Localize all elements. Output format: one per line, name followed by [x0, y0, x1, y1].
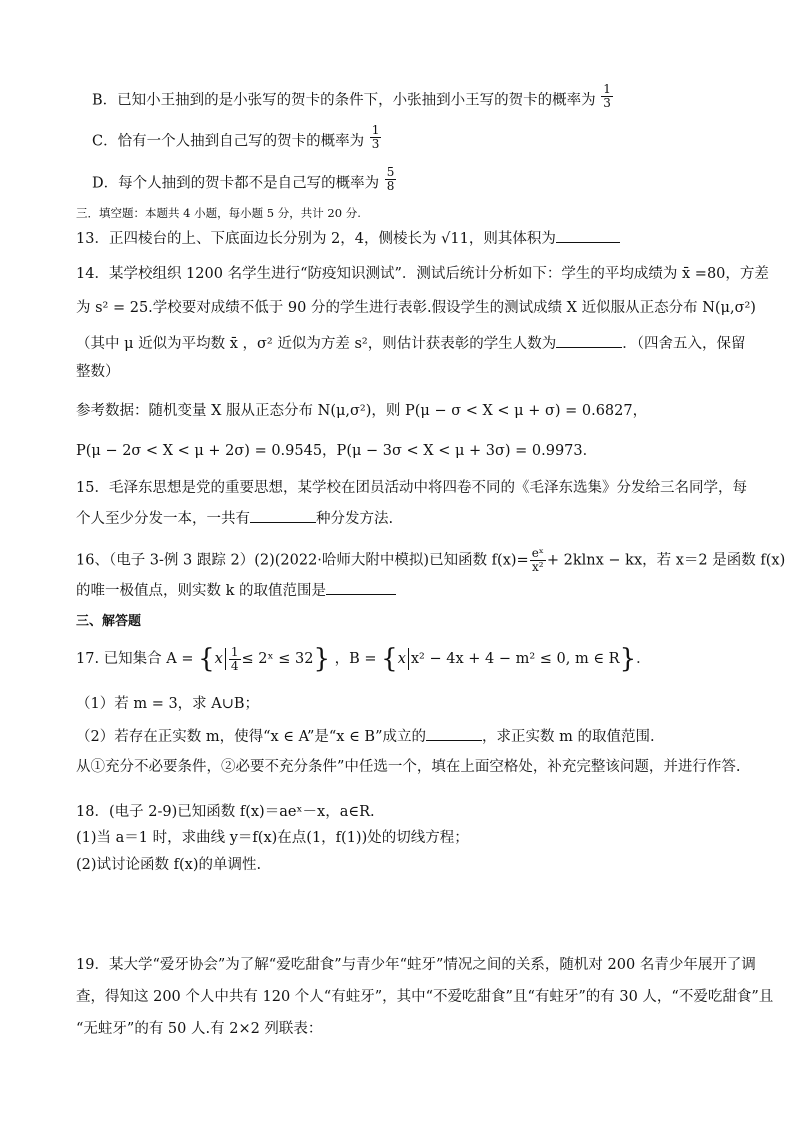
- question-16-line-1: 16、（电子 3-例 3 跟踪 2）(2)(2022·哈师大附中模拟)已知函数 f(x)= $\frac{\text{eˣ}}{\text{x²}}$ + 2klnx − kx，若 x＝2 是函数 f(x): [76, 546, 786, 574]
- option-d-fraction: $\frac{5}{8}$: [386, 165, 395, 193]
- option-d-text: D．每个人抽到的贺卡都不是自己写的概率为: [92, 175, 380, 192]
- q16-fraction: $\frac{\text{eˣ}}{\text{x²}}$: [531, 546, 544, 574]
- set-divider: [225, 648, 226, 670]
- question-19-line-1: 19．某大学“爱牙协会”为了解“爱吃甜食”与青少年“蛀牙”情况之间的关系，随机对 200 名青少年展开了调: [76, 957, 756, 973]
- answer-blank-17: [426, 726, 482, 741]
- option-c: [92, 123, 382, 155]
- question-17-line-1: 17. 已知集合 A = {x $\frac{1}{4}$ ≤ 2ˣ ≤ 32} ，B = {x x² − 4x + 4 − m² ≤ 0, m ∈ R}．: [76, 644, 651, 674]
- question-17-part-2: （2）若存在正实数 m，使得“x ∈ A”是“x ∈ B”成立的 ，求正实数 m 的取值范围.: [76, 726, 655, 747]
- question-18-line-2: (1)当 a＝1 时，求曲线 y＝f(x)在点(1，f(1))处的切线方程；: [76, 830, 469, 846]
- answer-blank-13: [556, 228, 620, 243]
- question-14-line-4: 整数）: [76, 364, 120, 380]
- set-divider: [408, 648, 409, 670]
- question-14-line-2: 为 s² = 25.学校要对成绩不低于 90 分的学生进行表彰.假设学生的测试成绩 X 近似服从正态分布 N(μ,σ²): [76, 300, 756, 316]
- left-brace: {: [381, 644, 398, 674]
- section-fill-heading: 三．填空题：本题共 4 小题，每小题 5 分，共计 20 分.: [76, 206, 361, 220]
- answer-blank-15: [250, 508, 316, 523]
- option-b-text: B．已知小王抽到的是小张写的贺卡的条件下，小张抽到小王写的贺卡的概率为: [92, 92, 596, 109]
- question-14-line-3: （其中 μ 近似为平均数 x̄ ，σ² 近似为方差 s²，则估计获表彰的学生人数为 ．（四舍五入，保留: [76, 333, 745, 354]
- question-15-line-2: 个人至少分发一本，一共有 种分发方法.: [76, 508, 393, 529]
- set-a-fraction: $\frac{1}{4}$: [230, 644, 239, 673]
- reference-data-2: P(μ − 2σ < X < μ + 2σ) = 0.9545，P(μ − 3σ < X < μ + 3σ) = 0.9973．: [76, 443, 598, 459]
- right-brace: }: [313, 644, 330, 674]
- option-c-text: C．恰有一个人抽到自己写的贺卡的概率为: [92, 133, 365, 150]
- question-19-line-3: “无蛀牙”的有 50 人.有 2×2 列联表：: [76, 1021, 323, 1037]
- question-16-line-2: 的唯一极值点，则实数 k 的取值范围是: [76, 580, 396, 601]
- option-b-fraction: $\frac{1}{3}$: [603, 82, 611, 110]
- question-15-line-1: 15．毛泽东思想是党的重要思想，某学校在团员活动中将四卷不同的《毛泽东选集》分发给三名同学，每: [76, 480, 747, 496]
- question-13: 13．正四棱台的上、下底面边长分别为 2，4，侧棱长为 √11，则其体积为: [76, 228, 620, 249]
- question-17-part-1: （1）若 m = 3，求 A∪B；: [76, 696, 260, 712]
- answer-blank-14: [556, 333, 622, 348]
- section-answer-heading: 三、解答题: [76, 614, 142, 629]
- option-c-fraction: $\frac{1}{3}$: [371, 123, 380, 151]
- question-19-line-2: 查，得知这 200 个人中共有 120 个人“有蛀牙”，其中“不爱吃甜食”且“有蛀牙”的有 30 人，“不爱吃甜食”且: [76, 989, 774, 1005]
- question-18-line-1: 18．(电子 2-9)已知函数 f(x)＝aeˣ－x，a∈R.: [76, 804, 375, 820]
- question-17-instruction: 从①充分不必要条件，②必要不充分条件”中任选一个，填在上面空格处，补充完整该问题，并进行作答.: [76, 759, 741, 775]
- question-18-line-3: (2)试讨论函数 f(x)的单调性.: [76, 857, 262, 873]
- reference-data-1: 参考数据：随机变量 X 服从正态分布 N(μ,σ²)，则 P(μ − σ < X < μ + σ) = 0.6827，: [76, 403, 648, 419]
- answer-blank-16: [326, 580, 396, 595]
- option-b: [92, 82, 614, 114]
- sqrt-11: √11: [441, 231, 469, 247]
- left-brace: {: [198, 644, 215, 674]
- option-d: [92, 165, 397, 197]
- right-brace: }: [619, 644, 637, 674]
- question-14-line-1: 14．某学校组织 1200 名学生进行“防疫知识测试”．测试后统计分析如下：学生的平均成绩为 x̄ =80，方差: [76, 266, 769, 282]
